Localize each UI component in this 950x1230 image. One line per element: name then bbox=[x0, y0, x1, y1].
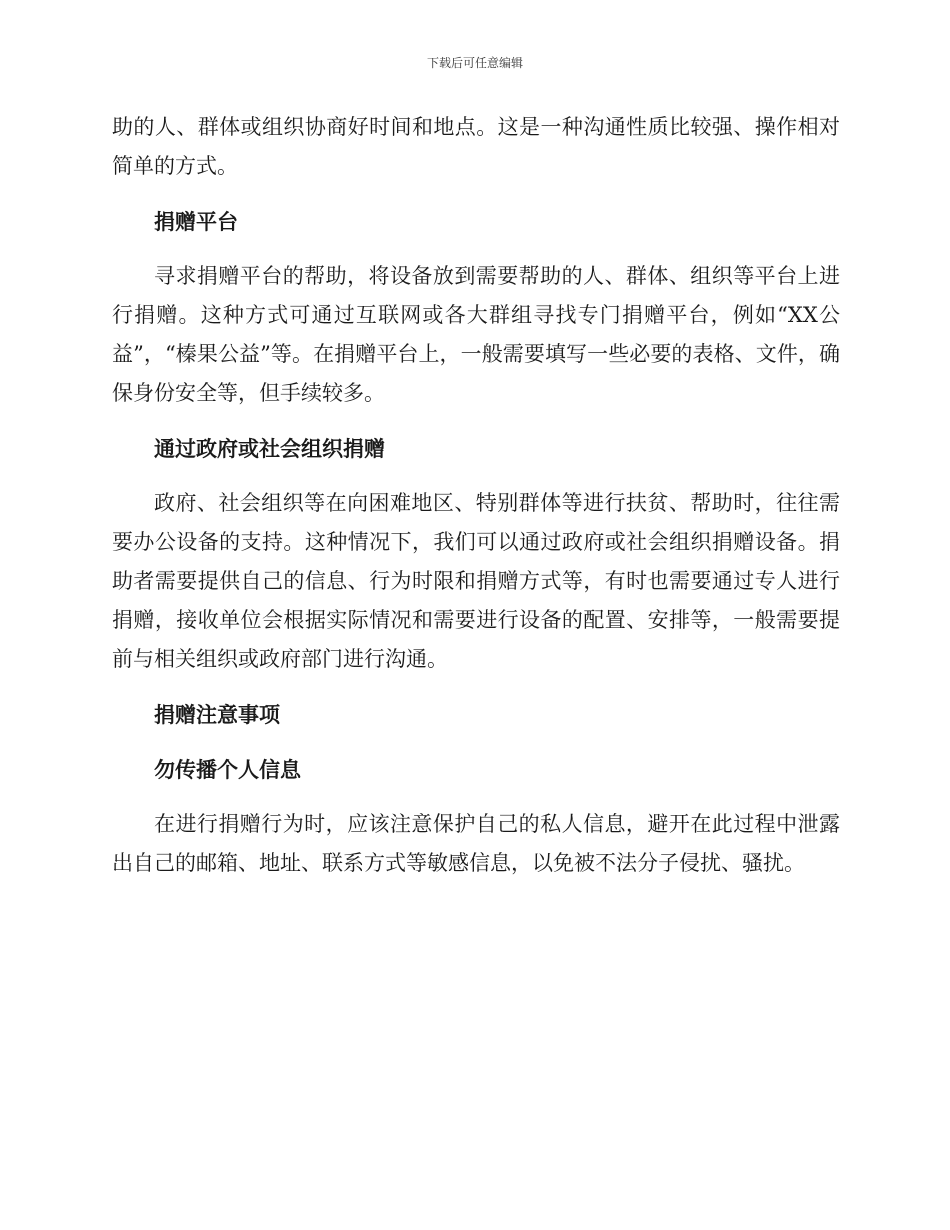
heading-donation-notes: 捐赠注意事项 bbox=[154, 702, 280, 727]
heading-government-donation: 通过政府或社会组织捐赠 bbox=[154, 436, 385, 461]
document-body bbox=[112, 108, 840, 899]
paragraph-personal-info: 在进行捐赠行为时，应该注意保护自己的私人信息，避开在此过程中泄露出自己的邮箱、地址、联系方式等敏感信息，以免被不法分子侵扰、骚扰。 bbox=[112, 812, 840, 875]
page-header: 下载后可任意编辑 bbox=[426, 56, 523, 70]
paragraph-continuation: 助的人、群体或组织协商好时间和地点。这是一种沟通性质比较强、操作相对简单的方式。 bbox=[112, 115, 840, 178]
heading-donation-platform: 捐赠平台 bbox=[154, 209, 238, 234]
paragraph-government-donation: 政府、社会组织等在向困难地区、特别群体等进行扶贫、帮助时，往往需要办公设备的支持。这种情况下，我们可以通过政府或社会组织捐赠设备。捐助者需要提供自己的信息、行为时限和捐赠方式等，有时也需要通过专人进行捐赠，接收单位会根据实际情况和需要进行设备的配置、安排等，一般需要提前与相关组织或政府部门进行沟通。 bbox=[112, 491, 840, 671]
heading-personal-info: 勿传播个人信息 bbox=[154, 757, 301, 782]
paragraph-donation-platform: 寻求捐赠平台的帮助，将设备放到需要帮助的人、群体、组织等平台上进行捐赠。这种方式可通过互联网或各大群组寻找专门捐赠平台，例如“XX公益”，“榛果公益”等。在捐赠平台上，一般需要填写一些必要的表格、文件，确保身份安全等，但手续较多。 bbox=[112, 264, 840, 405]
